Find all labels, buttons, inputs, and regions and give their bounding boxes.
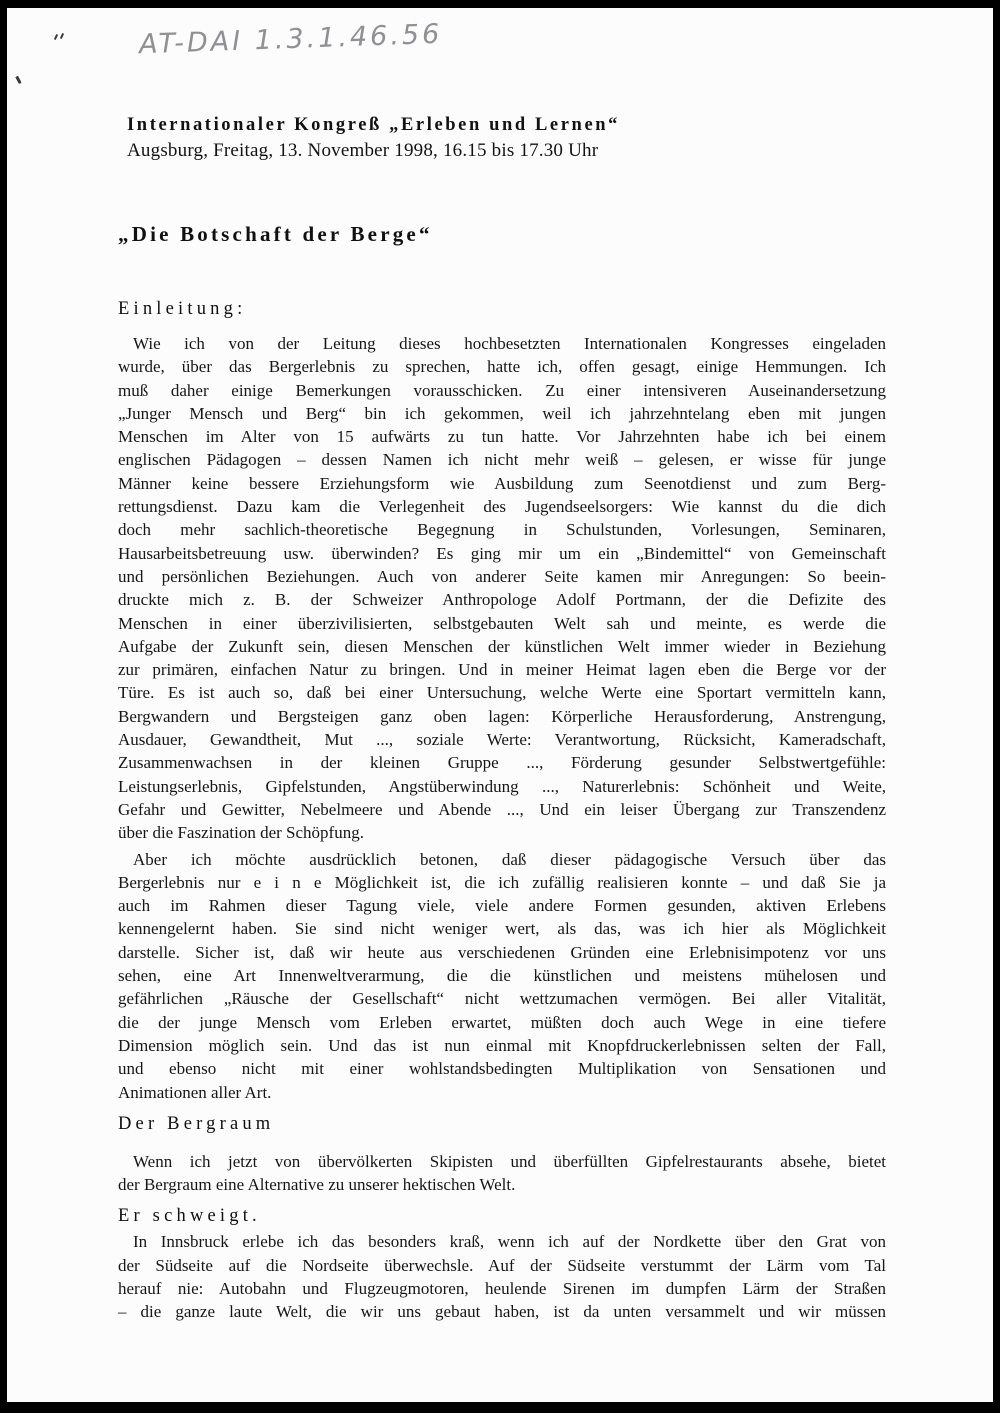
body-text-column: [118, 332, 886, 1324]
text-line: Menschen im Alter von 15 aufwärts zu tun hatte. Vor Jahrzehnten habe ich bei einem: [118, 427, 886, 447]
section-heading-bergraum: Der Bergraum: [118, 1113, 275, 1134]
text-line: Männer keine bessere Erziehungsform wie Ausbildung zum Seenotdienst und zum Berg-: [118, 473, 886, 493]
page-title: „Die Botschaft der Berge“: [118, 222, 433, 246]
text-line: Wenn ich jetzt von übervölkerten Skipisten und überfüllten Gipfelrestaurants absehe, bietet: [133, 1151, 886, 1171]
text-line: Menschen in einer überzivilisierten, selbstgebauten Welt sah und meinte, es werde die: [118, 613, 886, 633]
text-line: herauf nie: Autobahn und Flugzeugmotoren, heulende Sirenen im dumpfen Lärm der Straßen: [118, 1278, 886, 1298]
text-line: muß daher einige Bemerkungen vorausschicken. Zu einer intensiveren Auseinandersetzung: [118, 380, 886, 400]
text-line: Aber ich möchte ausdrücklich betonen, daß dieser pädagogische Versuch über das: [133, 849, 886, 869]
text-line: Bergwandern und Bergsteigen ganz oben lagen: Körperliche Herausforderung, Anstrengung,: [118, 706, 886, 726]
text-line: zur primären, einfachen Natur zu bringen. Und in meiner Heimat lagen eben die Berge vor der: [118, 660, 886, 680]
text-line: In Innsbruck erlebe ich das besonders kraß, wenn ich auf der Nordkette über den Grat von: [133, 1232, 886, 1252]
text-line: doch mehr sachlich-theoretische Begegnung in Schulstunden, Vorlesungen, Seminaren,: [118, 520, 886, 540]
text-line: Bergerlebnis nur e i n e Möglichkeit ist, die ich zufällig realisieren konnte – und daß Sie ja: [118, 872, 886, 892]
text-line: über die Faszination der Schöpfung.: [118, 823, 364, 843]
text-line: auch im Rahmen dieser Tagung viele, viele andere Formen gesunden, aktiven Erlebens: [118, 896, 886, 916]
text-line: Leistungserlebnis, Gipfelstunden, Angstüberwindung ..., Naturerlebnis: Schönheit und Weite,: [118, 776, 886, 796]
text-line: Ausdauer, Gewandtheit, Mut ..., soziale Werte: Verantwortung, Rücksicht, Kameradschaft,: [118, 730, 886, 750]
text-line: „Junger Mensch und Berg“ bin ich gekommen, weil ich jahrzehntelang eben mit jungen: [118, 403, 886, 423]
text-line: der Bergraum eine Alternative zu unserer hektischen Welt.: [118, 1175, 516, 1195]
congress-title: Internationaler Kongreß „Erleben und Lernen“: [127, 115, 620, 135]
scan-speck: [54, 34, 58, 40]
paragraph-bergraum: [118, 1150, 886, 1197]
text-line: sehen, eine Art Innenweltverarmung, die die künstlichen und meistens mühelosen und: [118, 966, 886, 986]
text-line: rettungsdienst. Dazu kam die Verlegenheit des Jugendseelsorgers: Wie kannst du die dich: [118, 497, 886, 517]
text-line: und ebenso nicht mit einer wohlstandsbedingten Multiplikation von Sensationen und: [118, 1059, 886, 1079]
paragraph-introduction-1: [118, 332, 886, 845]
paragraph-er-schweigt: [118, 1230, 886, 1323]
scan-speck: [15, 76, 21, 84]
congress-date-location: Augsburg, Freitag, 13. November 1998, 16.15 bis 17.30 Uhr: [127, 140, 599, 161]
paragraph-introduction-2: [118, 848, 886, 1104]
scan-speck: [60, 33, 64, 39]
text-line: Dimension möglich sein. Und das ist nun einmal mit Knopfdruckerlebnissen selten der Fall,: [118, 1035, 886, 1055]
archive-reference-handwritten: AT-DAI 1.3.1.46.56: [138, 18, 443, 61]
text-line: Aufgabe der Zukunft sein, diesen Menschen der künstlichen Welt immer wieder in Beziehung: [118, 636, 886, 656]
text-line: und persönlichen Beziehungen. Auch von anderer Seite kamen mir Anregungen: So beein-: [118, 566, 886, 586]
text-line: Wie ich von der Leitung dieses hochbesetzten Internationalen Kongresses eingeladen: [133, 334, 886, 353]
text-line: englischen Pädagogen – dessen Namen ich nicht mehr weiß – gelesen, er wisse für junge: [118, 450, 886, 470]
text-line: Zusammenwachsen in der kleinen Gruppe ..., Förderung gesunder Selbstwertgefühle:: [118, 753, 886, 773]
text-line: darstelle. Sicher ist, daß wir heute aus verschiedenen Gründen eine Erlebnisimpotenz vor uns: [118, 942, 886, 962]
text-line: – die ganze laute Welt, die wir uns gebaut haben, ist da unten versammelt und wir müssen: [118, 1302, 886, 1322]
text-line: Hausarbeitsbetreuung usw. überwinden? Es ging mir um ein „Bindemittel“ von Gemeinschaft: [118, 543, 886, 563]
document-header: [127, 112, 620, 164]
text-line: wurde, über das Bergerlebnis zu sprechen, hatte ich, offen gesagt, einige Hemmungen. Ich: [118, 357, 886, 377]
section-heading-einleitung: Einleitung:: [118, 299, 247, 319]
section-heading-er-schweigt: Er schweigt.: [118, 1206, 261, 1227]
text-line: die der junge Mensch vom Erleben erwartet, müßten doch auch Wege in eine tiefere: [118, 1012, 886, 1032]
text-line: der Südseite auf die Nordseite überwechsle. Auf der Südseite verstummt der Lärm vom Tal: [118, 1255, 886, 1275]
text-line: gefährlichen „Räusche der Gesellschaft“ nicht wettzumachen vermögen. Bei aller Vitalität,: [118, 989, 886, 1009]
text-line: Gefahr und Gewitter, Nebelmeere und Abende ..., Und ein leiser Übergang zur Transzendenz: [118, 799, 886, 819]
document-page: [7, 8, 993, 1402]
text-line: kennengelernt haben. Sie sind nicht weniger wert, als das, was ich hier als Möglichkeit: [118, 919, 886, 939]
text-line: Animationen aller Art.: [118, 1082, 272, 1102]
text-line: druckte mich z. B. der Schweizer Anthropologe Adolf Portmann, der die Defizite des: [118, 590, 886, 610]
text-line: Türe. Es ist auch so, daß bei einer Untersuchung, welche Werte eine Sportart vermitteln kann,: [118, 683, 886, 703]
